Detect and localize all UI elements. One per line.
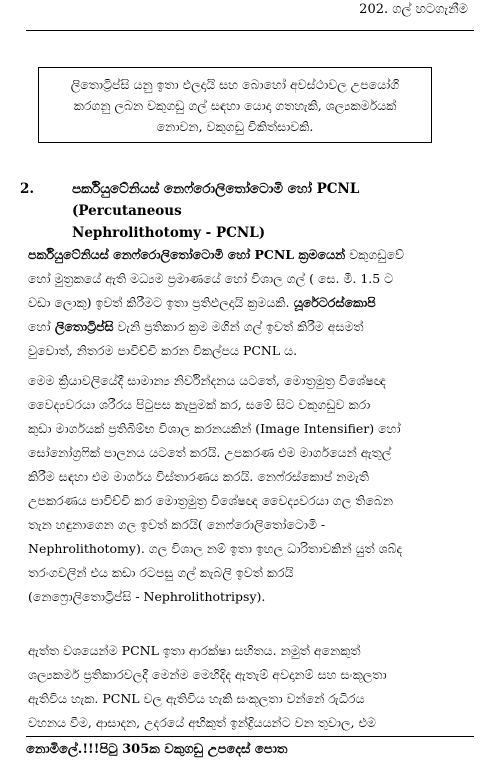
paragraph-line: Nephrolithotomy). ගල විශාල නම් ඉතා ඉහල ධාරිතාවකින් යුත් ශබ්ද	[28, 541, 403, 556]
paragraph-line: ඇත්ත වශයෙන්ම PCNL ඉතා ආරක්ෂා සහිතය. නමුත් අනෙකුත්	[28, 643, 361, 658]
section-title-line: Nephrolithotomy - PCNL)	[72, 225, 266, 241]
paragraph-line: මෙම ක්‍රියාවලියේදී සාමාන්‍ය නිර්වින්දනය යටතේ, මොත්‍රමුත්‍ර විශේෂඥ	[28, 373, 386, 388]
section-number: 2.	[20, 181, 35, 197]
paragraph-line: හෝ මුත්‍රකයේ ඇති මධ්‍යම ප්‍රමාණයේ හෝ විශාල ගල් ( සෙ. මී. 1.5 ට	[28, 271, 394, 286]
note-line: නොවන, වකුගඩු චිකිත්සාවකි.	[156, 119, 314, 134]
page-header: 202. ගල් හටගැනීම	[359, 2, 468, 17]
paragraph-safety	[28, 639, 474, 735]
paragraph-line: ඇතිවිය හැක. PCNL වල ඇතිවිය හැකි සංකූලතා වන්නේ රුධිරය	[28, 691, 365, 706]
paragraph-line: උපකරණය පාවිච්චි කර මොත්‍රමුත්‍ර විශේෂඥ වෛද්‍යවරයා ගල තිබෙන	[28, 493, 393, 508]
text-run: වැනි ප්‍රතිකාර ක්‍රම මගින් ගල් ඉවත් කිරීම අසමත්	[113, 319, 364, 334]
paragraph-line: වුවොත්, නිතරම පාවිච්චි කරන විකල්පය PCNL ය.	[28, 343, 298, 358]
paragraph-line	[28, 315, 474, 339]
paragraph-pcnl-intro	[28, 243, 474, 363]
paragraph-line: ශල්‍යකර්ම ප්‍රතිකාරවලදී මෙන්ම මෙහිදිද ඇතැම් අවදානම් සහ සංකූලතා	[28, 667, 387, 682]
paragraph-line: තරංගවලින් එය කඩා රටපසු ගල් කැබලි ඉවත් කරයි	[28, 565, 294, 580]
note-box	[38, 67, 432, 143]
paragraph-line	[28, 243, 474, 267]
paragraph-line: (නෙෆ්‍රොලිතොට්‍රිප්සි - Nephrolithotripsy).	[28, 589, 266, 604]
text-run: හෝ	[28, 319, 51, 334]
paragraph-line: වහනය වීම, ආසාදන, උදරයේ අභිකුත් ඉන්ද්‍රියයන්ට වන තුවාල, එම	[28, 715, 376, 730]
paragraph-line	[28, 291, 474, 315]
text-run: වකුගඩුවේ	[345, 247, 405, 262]
paragraph-line: තැන හඳුනාගෙන ගල ඉවත් කරයි( නෙෆ්රොලිතෝටොමි -	[28, 517, 326, 532]
section-title-line: පර්කියුටේනියස් නෙෆ්රොලිතෝටොමි හෝ PCNL (Percutaneous	[72, 181, 360, 219]
header-rule	[26, 30, 474, 31]
bold-term: යූරේටරස්කොපි	[289, 295, 376, 310]
footer-rule	[26, 736, 474, 737]
note-line: කරගනු ලබන වකුගඩු ගල් සඳහා යොදා ගතහැකි, ශල්‍යකර්මයක්	[73, 98, 397, 113]
paragraph-procedure	[28, 369, 474, 609]
paragraph-line: සෝනෝග්‍රෆික් පාලනය යටතේ කරයි. උපකරණ එම මාර්ගයෙන් ඇතුල්	[28, 445, 392, 460]
bold-term: පර්කියුටේනියස් නෙෆ්රොලිතෝටොමි හෝ PCNL ක්‍රමයෙන්	[28, 247, 346, 262]
paragraph-line: වෛද්‍යවරයා ශරීරය පිටුපස කැපුමක් කර, සමේ සිට වකුගඩුව කරා	[28, 397, 371, 412]
page-footer: නොමිලේ.!!!පිටු 305ක වකුගඩු උපදෙස් පොත	[26, 742, 288, 757]
paragraph-line: කිරීම සඳහා එම මාර්ගය විස්තාරණය කරයි. නෙෆ්රස්කොප් නමැති	[28, 469, 369, 484]
note-line: ලිතොට්‍රිප්සි යනු ඉතා ඵලදායි සහ බොහෝ අවස්ථාවල උපයෝගි	[70, 77, 400, 92]
paragraph-line: කුඩා මාර්ගයක් ප්‍රතිබිම්භ විශාල කරනයකින් (Image Intensifier) හෝ	[28, 421, 401, 436]
bold-term: ලිතොට්‍රිප්සි	[50, 319, 114, 334]
section-title	[72, 178, 470, 244]
text-run: වඩා ලොකු) ඉවත් කිරීමට ඉතා ප්‍රතිඵලදායි ක්‍රමයකි.	[28, 295, 290, 310]
